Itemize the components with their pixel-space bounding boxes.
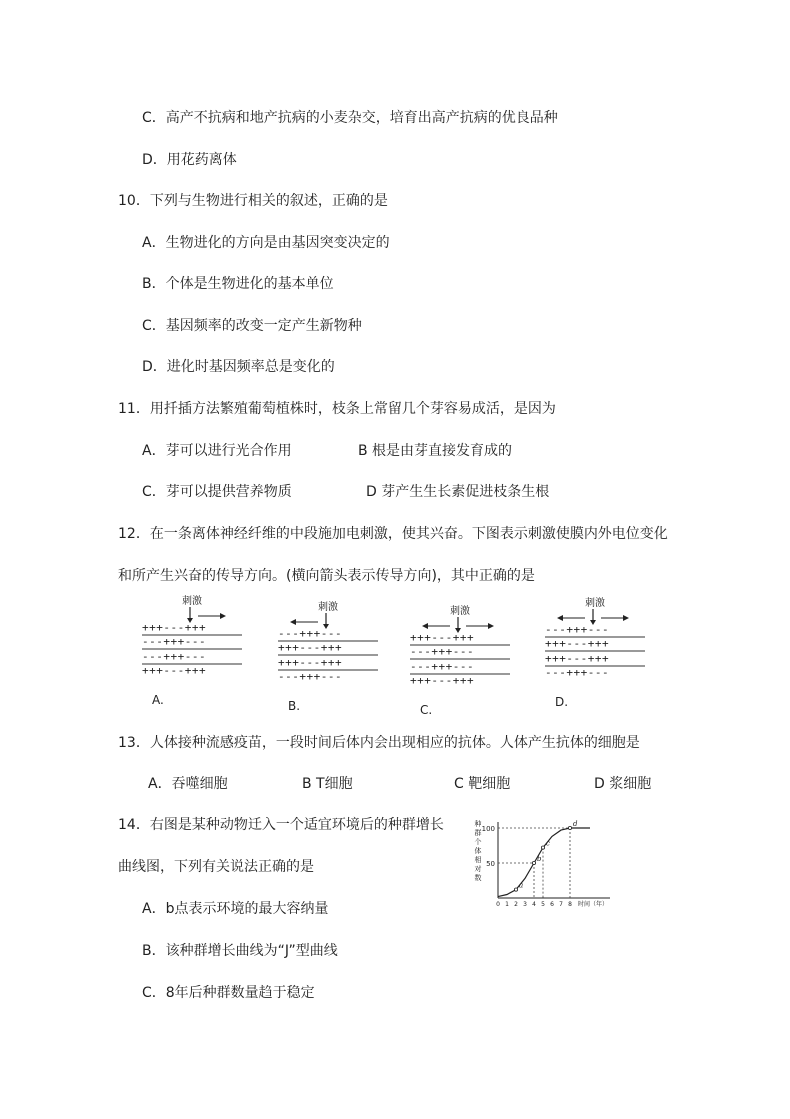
nerve-panel-1 [142, 594, 242, 707]
q14-option-a: A．b点表示环境的最大容纳量 [142, 901, 329, 917]
membrane-charge-row: +++---+++ [278, 641, 343, 654]
q10-option-c: C．基因频率的改变一定产生新物种 [142, 318, 362, 334]
curve-point-label: d [573, 820, 578, 828]
y-axis-label-char: 数 [474, 874, 482, 882]
q14-option-b: B．该种群增长曲线为“J”型曲线 [142, 943, 338, 959]
conduction-arrowhead-left [290, 619, 296, 625]
q13-option-b: B T细胞 [302, 776, 353, 792]
q11-option-b: B 根是由芽直接发育成的 [358, 443, 513, 459]
y-tick-label: 100 [481, 825, 495, 833]
curve-point-label: a [519, 881, 524, 890]
q11-option-c: C．芽可以提供营养物质 [142, 484, 292, 500]
growth-chart-svg [470, 812, 620, 917]
x-tick-label: 0 [496, 901, 500, 908]
x-tick-label: 6 [550, 901, 554, 908]
conduction-arrowhead-left [557, 615, 563, 621]
y-tick-label: 50 [486, 860, 495, 868]
x-tick-label: 3 [523, 901, 527, 908]
conduction-arrowhead-right [488, 623, 494, 629]
x-tick-label: 4 [532, 901, 536, 908]
nerve-panel-3 [410, 604, 510, 717]
nerve-panel-4 [545, 596, 645, 709]
stimulus-label: 刺激 [450, 606, 470, 617]
y-axis-label-char: 个 [474, 838, 482, 846]
curve-point-label: c [546, 839, 550, 848]
y-axis-label-char: 相 [474, 856, 482, 864]
x-tick-label: 1 [505, 901, 509, 908]
membrane-charge-row: ---+++--- [410, 645, 475, 658]
panel-label: B. [288, 699, 301, 713]
membrane-charge-row: ---+++--- [278, 670, 343, 683]
membrane-charge-row: ---+++--- [278, 627, 343, 640]
stimulus-label: 刺激 [318, 602, 338, 613]
y-axis-label-char: 种 [474, 820, 482, 828]
membrane-charge-row: +++---+++ [545, 652, 610, 665]
membrane-charge-row: ---+++--- [142, 635, 207, 648]
membrane-charge-row: +++---+++ [410, 674, 475, 687]
curve-point [541, 846, 544, 849]
panel-label: A. [152, 693, 164, 707]
membrane-charge-row: +++---+++ [278, 656, 343, 669]
y-axis-label-char: 体 [474, 847, 482, 855]
y-axis-label-char: 群 [474, 829, 482, 837]
panel-label: D. [555, 695, 569, 709]
q14-option-c: C．8年后种群数量趋于稳定 [142, 985, 315, 1001]
q9-option-c: C．高产不抗病和地产抗病的小麦杂交，培育出高产抗病的优良品种 [142, 110, 558, 126]
membrane-charge-row: +++---+++ [410, 631, 475, 644]
q10-option-a: A．生物进化的方向是由基因突变决定的 [142, 235, 390, 251]
q9-option-d: D．用花药离体 [142, 152, 237, 168]
x-axis-label: 时间（年） [578, 901, 609, 908]
x-tick-label: 5 [541, 901, 545, 908]
q13-option-c: C 靶细胞 [454, 776, 511, 792]
stimulus-label: 刺激 [585, 598, 605, 609]
q11-stem: 11．用扦插方法繁殖葡萄植株时，枝条上常留几个芽容易成活，是因为 [118, 401, 556, 417]
panel-label: C. [420, 703, 433, 717]
nerve-fiber-figure [120, 594, 670, 722]
x-tick-label: 8 [568, 901, 572, 908]
membrane-charge-row: ---+++--- [142, 650, 207, 663]
q14-stem-line2: 曲线图，下列有关说法正确的是 [118, 859, 314, 875]
population-growth-chart [470, 812, 620, 917]
curve-point [532, 861, 535, 864]
q13-option-a: A．吞噬细胞 [148, 776, 228, 792]
q10-option-b: B．个体是生物进化的基本单位 [142, 276, 334, 292]
membrane-charge-row: ---+++--- [545, 623, 610, 636]
conduction-arrowhead-right [220, 613, 226, 619]
conduction-arrowhead-left [422, 623, 428, 629]
conduction-arrowhead-right [623, 615, 629, 621]
q13-stem: 13．人体接种流感疫苗，一段时间后体内会出现相应的抗体。人体产生抗体的细胞是 [118, 735, 640, 751]
nerve-panel-2 [278, 600, 378, 713]
q10-option-d: D．进化时基因频率总是变化的 [142, 359, 335, 375]
q11-option-d: D 芽产生生长素促进枝条生根 [366, 484, 550, 500]
membrane-charge-row: +++---+++ [142, 621, 207, 634]
curve-point [514, 888, 517, 891]
q12-stem-line2: 和所产生兴奋的传导方向。(横向箭头表示传导方向)，其中正确的是 [118, 568, 535, 584]
x-tick-label: 2 [514, 901, 518, 908]
membrane-charge-row: ---+++--- [410, 660, 475, 673]
q11-option-a: A．芽可以进行光合作用 [142, 443, 292, 459]
membrane-charge-row: +++---+++ [545, 637, 610, 650]
q13-option-d: D 浆细胞 [594, 776, 652, 792]
stimulus-label: 刺激 [182, 596, 202, 607]
curve-point-label: b [537, 855, 542, 863]
q10-stem: 10．下列与生物进行相关的叙述，正确的是 [118, 193, 388, 209]
q12-stem-line1: 12．在一条离体神经纤维的中段施加电刺激，使其兴奋。下图表示刺激使膜内外电位变化 [118, 526, 668, 542]
membrane-charge-row: ---+++--- [545, 666, 610, 679]
membrane-charge-row: +++---+++ [142, 664, 207, 677]
x-tick-label: 7 [559, 901, 563, 908]
y-axis-label-char: 对 [474, 865, 482, 873]
nerve-fiber-svg [120, 594, 670, 722]
q14-stem-line1: 14．右图是某种动物迁入一个适宜环境后的种群增长 [118, 817, 444, 833]
curve-point [568, 826, 571, 829]
